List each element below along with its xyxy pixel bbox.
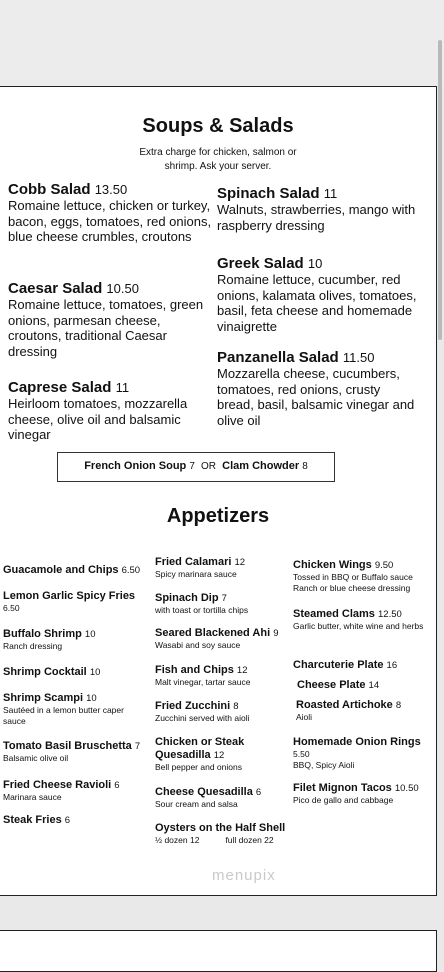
- salad-item-cobb: [8, 181, 213, 245]
- app-item: Fried Zucchini 8 Zucchini served with aioli: [155, 700, 250, 723]
- menu-page: [0, 86, 437, 896]
- salad-name: Caesar Salad: [8, 280, 103, 297]
- soup-price: 7: [189, 461, 195, 472]
- salad-name: Panzanella Salad: [217, 349, 339, 366]
- soup-name: French Onion Soup: [84, 460, 187, 472]
- app-item: Spinach Dip 7 with toast or tortilla chips: [155, 592, 249, 615]
- app-item: Buffalo Shrimp 10 Ranch dressing: [3, 628, 96, 651]
- salad-description: Romaine lettuce, chicken or turkey, bacon, eggs, tomatoes, red onions, blue cheese crumbles, croutons: [8, 198, 212, 244]
- app-item: Homemade Onion Rings 5.50 BBQ, Spicy Aioli: [293, 736, 421, 770]
- app-item: Guacamole and Chips 6.50: [3, 564, 141, 576]
- next-menu-page: [0, 930, 437, 972]
- app-item: Tomato Basil Bruschetta 7 Balsamic olive oil: [3, 740, 141, 763]
- salad-item-spinach: [217, 185, 417, 233]
- menupix-watermark: menupix: [212, 867, 276, 884]
- app-item: Shrimp Scampi 10 Sautéed in a lemon butter caper sauce: [3, 692, 124, 726]
- app-item: Shrimp Cocktail 10: [3, 666, 101, 678]
- page-gap: [0, 896, 444, 926]
- app-item: Lemon Garlic Spicy Fries 6.50: [3, 590, 136, 613]
- salad-description: Mozzarella cheese, cucumbers, tomatoes, red onions, crusty bread, basil, balsamic vinegar and olive oil: [217, 366, 415, 428]
- top-background: [0, 0, 444, 86]
- salad-name: Greek Salad: [217, 255, 304, 272]
- salad-name: Spinach Salad: [217, 185, 320, 202]
- salad-description: Heirloom tomatoes, mozzarella cheese, olive oil and balsamic vinegar: [8, 396, 188, 442]
- app-item: Charcuterie Plate 16: [293, 659, 398, 671]
- app-item: Steak Fries 6: [3, 814, 71, 826]
- soup-price: 8: [302, 461, 308, 472]
- salad-item-caprese: [8, 379, 208, 443]
- app-item: Fried Calamari 12 Spicy marinara sauce: [155, 556, 246, 579]
- salad-item-panzanella: [217, 349, 417, 428]
- scrollbar[interactable]: [438, 40, 442, 340]
- app-item: Fried Cheese Ravioli 6 Marinara sauce: [3, 779, 120, 802]
- salad-description: Romaine lettuce, cucumber, red onions, kalamata olives, tomatoes, basil, feta cheese and homemade vinaigrette: [217, 272, 417, 334]
- salad-price: 10.50: [106, 281, 139, 296]
- soup-or: OR: [201, 461, 217, 472]
- salad-item-caesar: [8, 280, 213, 359]
- salad-name: Cobb Salad: [8, 181, 91, 198]
- app-item: Cheese Quesadilla 6 Sour cream and salsa: [155, 786, 262, 809]
- salad-description: Romaine lettuce, tomatoes, green onions, parmesan cheese, croutons, traditional Caesar dressing: [8, 297, 204, 359]
- app-item: Chicken Wings 9.50 Tossed in BBQ or Buffalo sauce Ranch or blue cheese dressing: [293, 559, 413, 593]
- soups-salads-title: Soups & Salads: [142, 115, 294, 137]
- salad-price: 11.50: [342, 350, 375, 365]
- app-item: Seared Blackened Ahi 9 Wasabi and soy sauce: [155, 627, 279, 650]
- appetizers-title: Appetizers: [166, 505, 270, 527]
- app-item: Oysters on the Half Shell ½ dozen 12 full dozen 22: [155, 822, 286, 845]
- app-item: Filet Mignon Tacos 10.50 Pico de gallo and cabbage: [293, 782, 419, 805]
- salad-description: Walnuts, strawberries, mango with raspberry dressing: [217, 202, 416, 233]
- salad-price: 11: [115, 380, 130, 395]
- app-item: Cheese Plate 14: [297, 679, 380, 691]
- salad-price: 13.50: [94, 182, 128, 197]
- extra-charge-note: Extra charge for chicken, salmon or shrimp. Ask your server.: [139, 147, 297, 172]
- salad-price: 10: [307, 256, 323, 271]
- app-item: Roasted Artichoke 8 Aioli: [296, 699, 402, 722]
- salad-name: Caprese Salad: [8, 379, 112, 396]
- soup-name: Clam Chowder: [222, 460, 300, 472]
- app-item: Steamed Clams 12.50 Garlic butter, white wine and herbs: [293, 608, 424, 631]
- soup-options-box: [57, 452, 335, 482]
- salad-price: 11: [323, 186, 338, 201]
- app-item: Chicken or Steak Quesadilla 12 Bell pepper and onions: [155, 736, 245, 772]
- app-item: Fish and Chips 12 Malt vinegar, tartar sauce: [155, 664, 251, 687]
- salad-item-greek: [217, 255, 417, 334]
